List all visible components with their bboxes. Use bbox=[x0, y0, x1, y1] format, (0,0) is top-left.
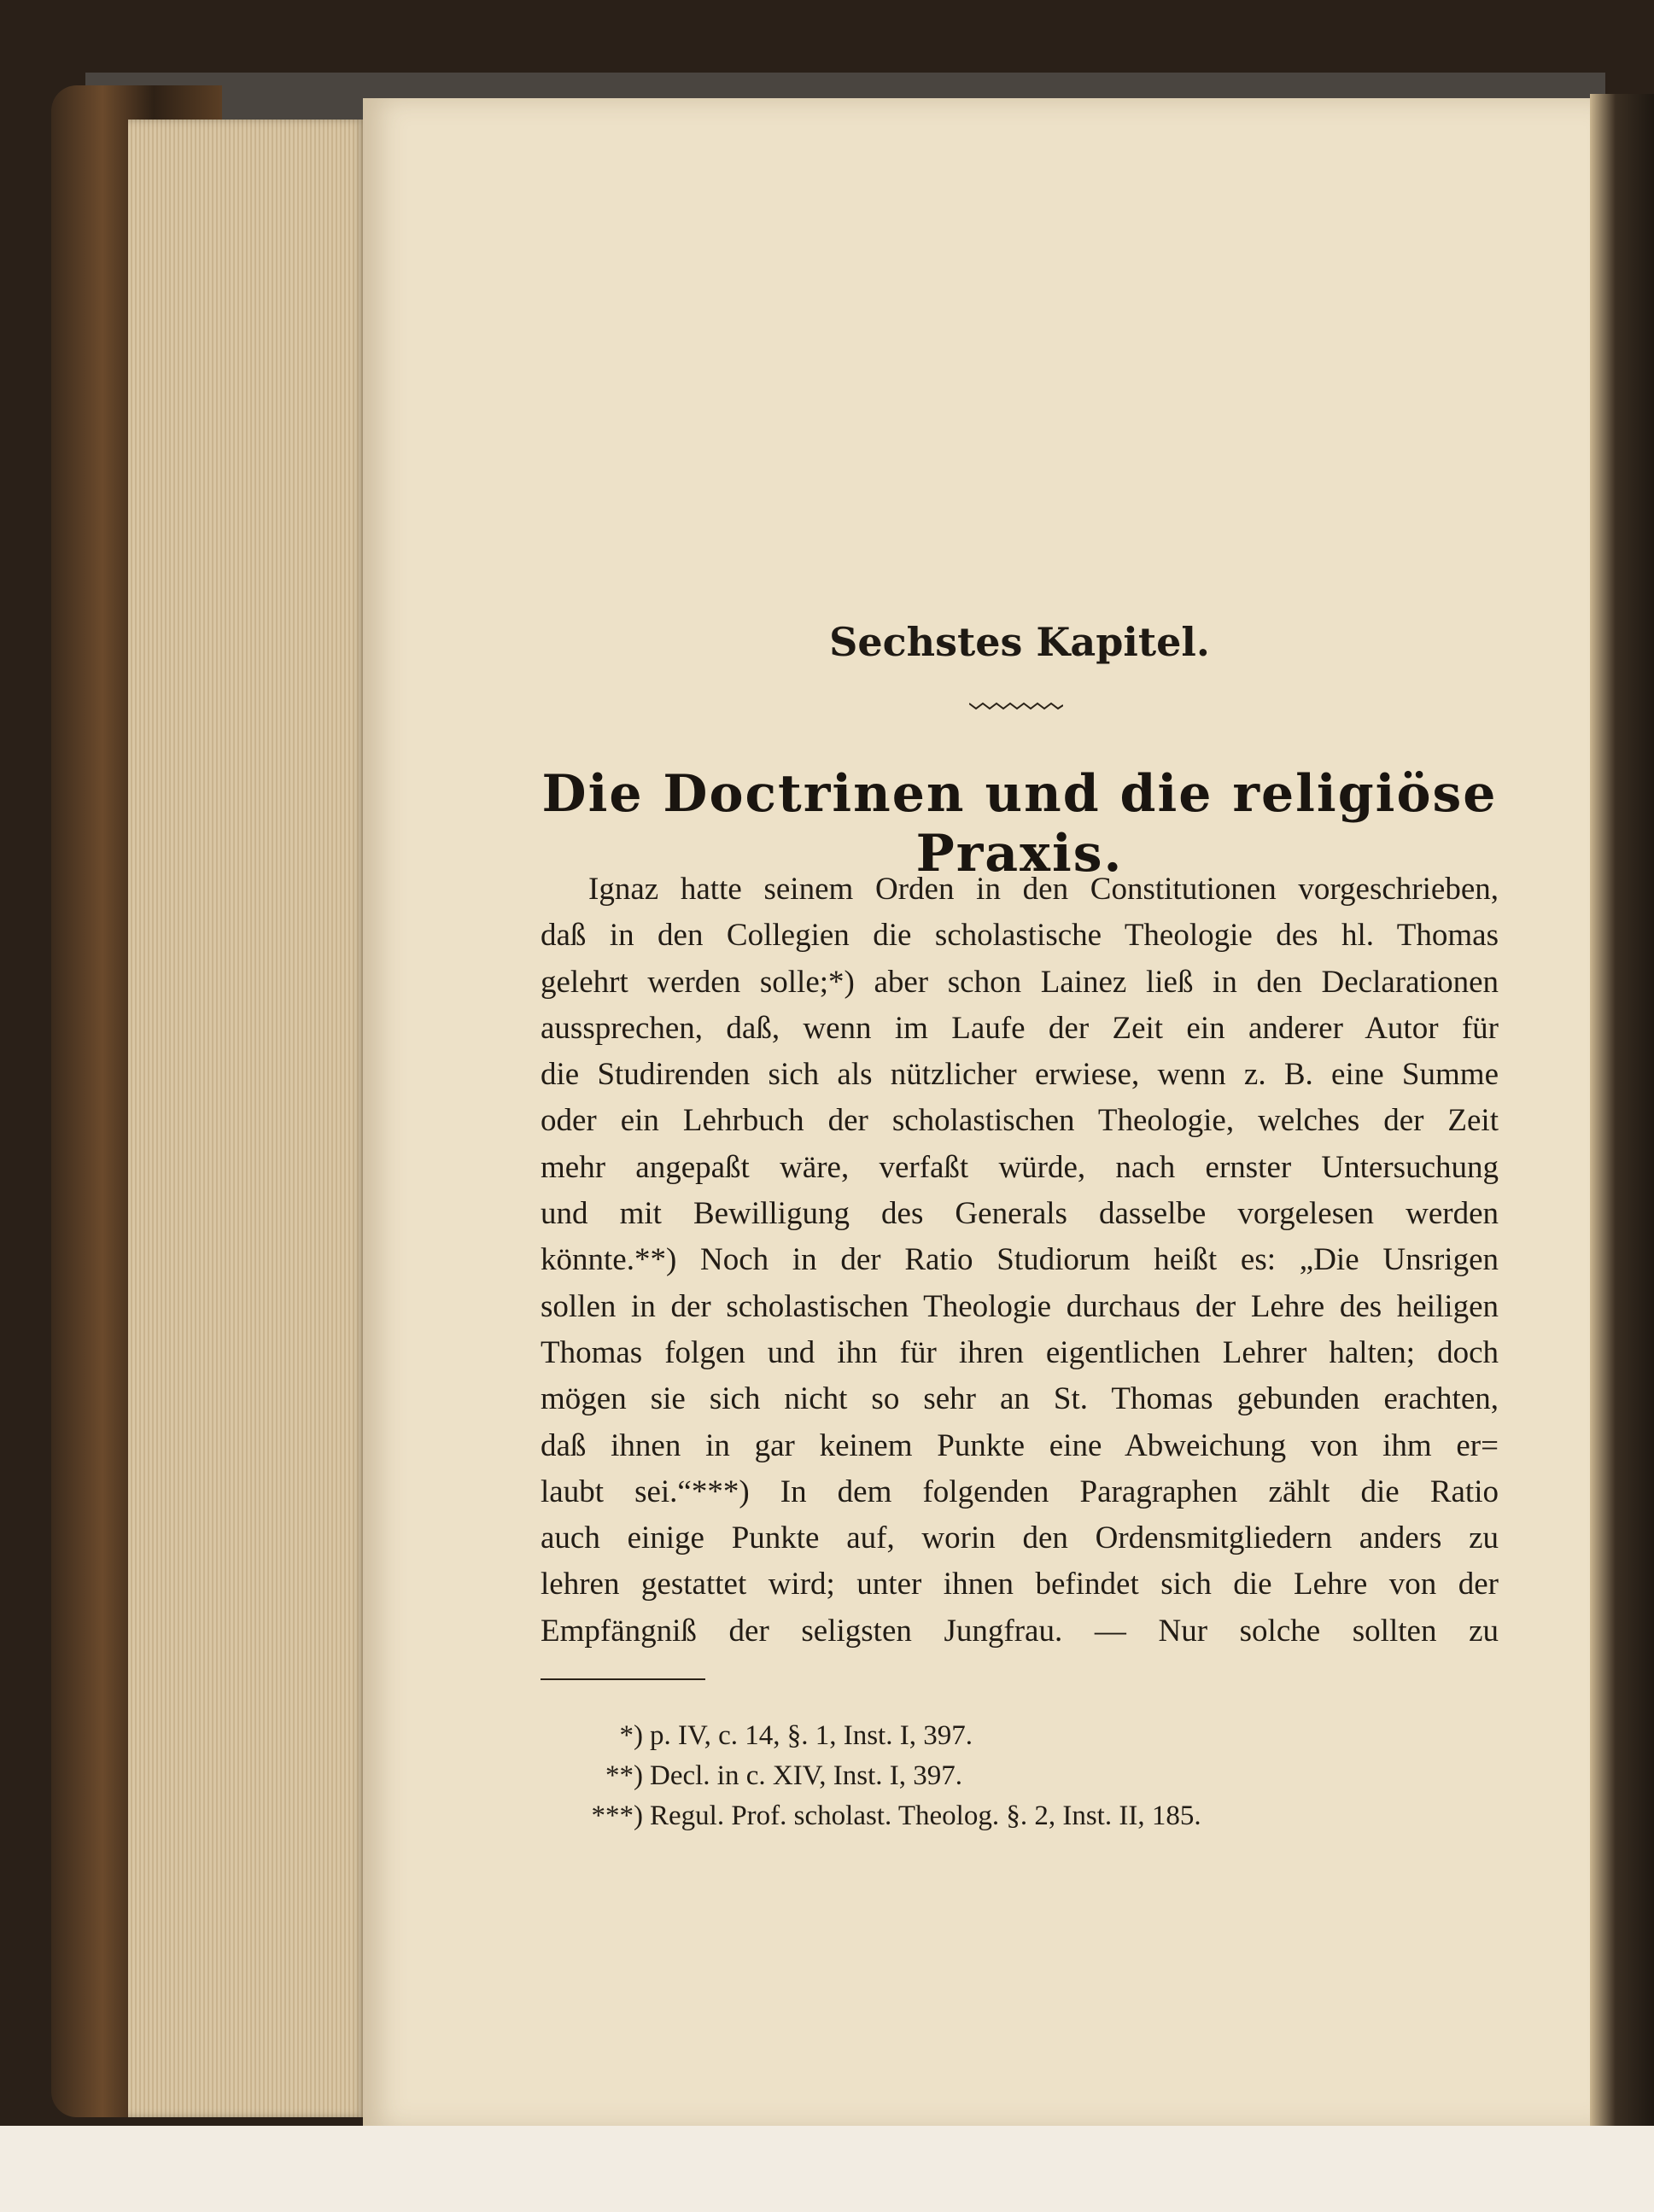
footnotes bbox=[541, 1716, 1394, 1836]
footnote-text: p. IV, c. 14, §. 1, Inst. I, 397. bbox=[650, 1720, 973, 1751]
footnote bbox=[541, 1756, 1394, 1796]
text-line: oder ein Lehrbuch der scholastischen Theologie, welches der Zeit bbox=[541, 1103, 1499, 1139]
text-line: daß ihnen in gar keinem Punkte eine Abweichung von ihm er= bbox=[541, 1427, 1499, 1463]
footnote-rule bbox=[541, 1678, 705, 1680]
footnote bbox=[541, 1716, 1394, 1756]
footnote-mark: *) bbox=[619, 1720, 643, 1751]
text-line: sollen in der scholastischen Theologie durchaus der Lehre des heiligen bbox=[541, 1288, 1499, 1324]
ornament-divider bbox=[969, 700, 1063, 712]
text-line: Thomas folgen und ihn für ihren eigentlichen Lehrer halten; doch bbox=[541, 1334, 1499, 1370]
text-line: und mit Bewilligung des Generals dasselbe vorgelesen werden bbox=[541, 1196, 1499, 1232]
text-line: mehr angepaßt wäre, verfaßt würde, nach ernster Untersuchung bbox=[541, 1149, 1499, 1185]
text-line: Ignaz hatte seinem Orden in den Constitutionen vorgeschrieben, bbox=[588, 872, 1499, 907]
chapter-label: Sechstes Kapitel. bbox=[829, 619, 1210, 665]
text-line: könnte.**) Noch in der Ratio Studiorum heißt es: „Die Unsrigen bbox=[541, 1242, 1499, 1278]
footnote-text: Regul. Prof. scholast. Theolog. §. 2, Inst. II, 185. bbox=[650, 1801, 1201, 1831]
text-line: Empfängniß der seligsten Jungfrau. — Nur solche sollten zu bbox=[541, 1613, 1499, 1649]
text-line: gelehrt werden solle;*) aber schon Lainez ließ in den Declarationen bbox=[541, 964, 1499, 1000]
text-line: aussprechen, daß, wenn im Laufe der Zeit ein anderer Autor für bbox=[541, 1010, 1499, 1046]
text-line: lehren gestattet wird; unter ihnen befindet sich die Lehre von der bbox=[541, 1567, 1499, 1602]
footnote-text: Decl. in c. XIV, Inst. I, 397. bbox=[650, 1760, 962, 1791]
text-line: daß in den Collegien die scholastische Theologie des hl. Thomas bbox=[541, 918, 1499, 954]
body-text bbox=[541, 867, 1499, 1655]
text-line: mögen sie sich nicht so sehr an St. Thomas gebunden erachten, bbox=[541, 1381, 1499, 1417]
page-edges bbox=[128, 120, 367, 2117]
footnote-mark: **) bbox=[605, 1760, 643, 1791]
book-gutter bbox=[1590, 94, 1654, 2143]
scan-background bbox=[0, 2126, 1654, 2212]
footnote bbox=[541, 1796, 1394, 1836]
text-line: laubt sei.“***) In dem folgenden Paragraphen zählt die Ratio bbox=[541, 1474, 1499, 1509]
chapter-title: Die Doctrinen und die religiöse Praxis. bbox=[541, 764, 1498, 884]
text-line: die Studirenden sich als nützlicher erwiese, wenn z. B. eine Summe bbox=[541, 1057, 1499, 1093]
footnote-mark: ***) bbox=[591, 1801, 643, 1831]
text-line: auch einige Punkte auf, worin den Ordensmitgliedern anders zu bbox=[541, 1520, 1499, 1556]
